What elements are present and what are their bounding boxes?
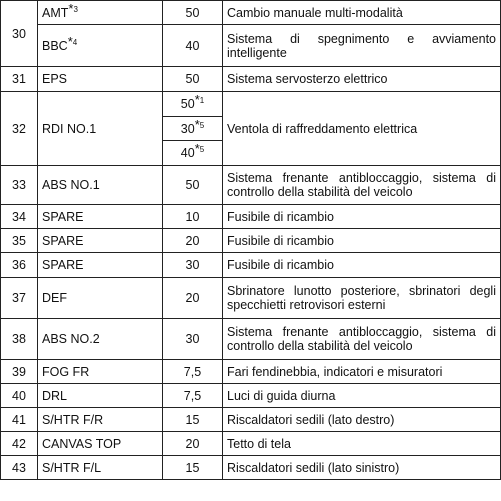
fuse-description: Ventola di raffreddamento elettrica [223,92,501,166]
fuse-name: SPARE [38,229,163,253]
fuse-amperage: 7,5 [163,384,223,408]
fuse-description: Riscaldatori sedili (lato sinistro) [223,456,501,480]
fuse-description: Fusibile di ricambio [223,253,501,278]
fuse-amperage: 20 [163,432,223,456]
fuse-name: DEF [38,278,163,319]
fuse-amperage: 50 [163,1,223,25]
fuse-amperage: 20 [163,229,223,253]
fuse-name: EPS [38,67,163,92]
table-row [1,1,501,25]
table-row [1,456,501,480]
fuse-number: 32 [1,92,38,166]
fuse-description: Fari fendinebbia, indicatori e misuratori [223,360,501,384]
table-row [1,432,501,456]
fuse-number: 33 [1,166,38,205]
fuse-number: 39 [1,360,38,384]
fuse-description: Sistema frenante antibloccaggio, sistema di controllo della stabilità del veicolo [223,319,501,360]
table-row [1,384,501,408]
fuse-description: Fusibile di ricambio [223,205,501,229]
fuse-description: Sistema servosterzo elettrico [223,67,501,92]
fuse-amperage: 7,5 [163,360,223,384]
fuse-number: 42 [1,432,38,456]
fuse-description: Tetto di tela [223,432,501,456]
fuse-description: Luci di guida diurna [223,384,501,408]
fuse-name: DRL [38,384,163,408]
table-row [1,205,501,229]
fuse-number: 41 [1,408,38,432]
fuse-number: 37 [1,278,38,319]
table-row [1,360,501,384]
fuse-amperage: 15 [163,408,223,432]
footnote-ref: *5 [194,141,205,156]
fuse-name: BBC$^{*4}$ [38,25,163,67]
fuse-amperage: 10 [163,205,223,229]
table-row [1,229,501,253]
fuse-name: FOG FR [38,360,163,384]
table-row [1,253,501,278]
fuse-description: Riscaldatori sedili (lato destro) [223,408,501,432]
fuse-number: 34 [1,205,38,229]
fuse-number: 40 [1,384,38,408]
fuse-name: S/HTR F/L [38,456,163,480]
fuse-name: SPARE [38,205,163,229]
fuse-number: 38 [1,319,38,360]
footnote-ref: *4 [67,33,78,49]
fuse-amperage: 50 [163,166,223,205]
fuse-description: Sistema frenante antibloccaggio, sistema di controllo della stabilità del veicolo [223,166,501,205]
table-row [1,67,501,92]
fuse-name: S/HTR F/R [38,408,163,432]
table-row [1,25,501,67]
table-row [1,278,501,319]
fuse-name: ABS NO.2 [38,319,163,360]
table-row [1,408,501,432]
fuse-description: Fusibile di ricambio [223,229,501,253]
fuse-name: ABS NO.1 [38,166,163,205]
fuse-amperage: 50 [163,67,223,92]
fuse-name: CANVAS TOP [38,432,163,456]
fuse-amperage: 30 [163,319,223,360]
fuse-amperage: 30 [163,253,223,278]
table-row [1,92,501,117]
fuse-name: SPARE [38,253,163,278]
fuse-description: Sistema di spegnimento e avviamento intelligente [223,25,501,67]
footnote-ref: *5 [194,116,205,132]
fuse-amperage: 50$^{*1}$ [163,92,223,117]
fuse-description: Sbrinatore lunotto posteriore, sbrinatori degli specchietti retrovisori esterni [223,278,501,319]
fuse-number: 30 [1,1,38,67]
footnote-ref: *1 [194,92,205,107]
table-row [1,319,501,360]
fuse-number: 31 [1,67,38,92]
fuse-amperage: 20 [163,278,223,319]
fuse-name: AMT$^{*3}$ [38,1,163,25]
fuse-number: 43 [1,456,38,480]
footnote-ref: *3 [68,0,78,16]
fuse-amperage: 15 [163,456,223,480]
fuse-name: RDI NO.1 [38,92,163,166]
table-row [1,166,501,205]
fuse-number: 36 [1,253,38,278]
fuse-amperage: 30$^{*5}$ [163,117,223,141]
fuse-amperage: 40 [163,25,223,67]
fuse-amperage: 40$^{*5}$ [163,141,223,166]
fuse-description: Cambio manuale multi-modalità [223,1,501,25]
fuse-number: 35 [1,229,38,253]
